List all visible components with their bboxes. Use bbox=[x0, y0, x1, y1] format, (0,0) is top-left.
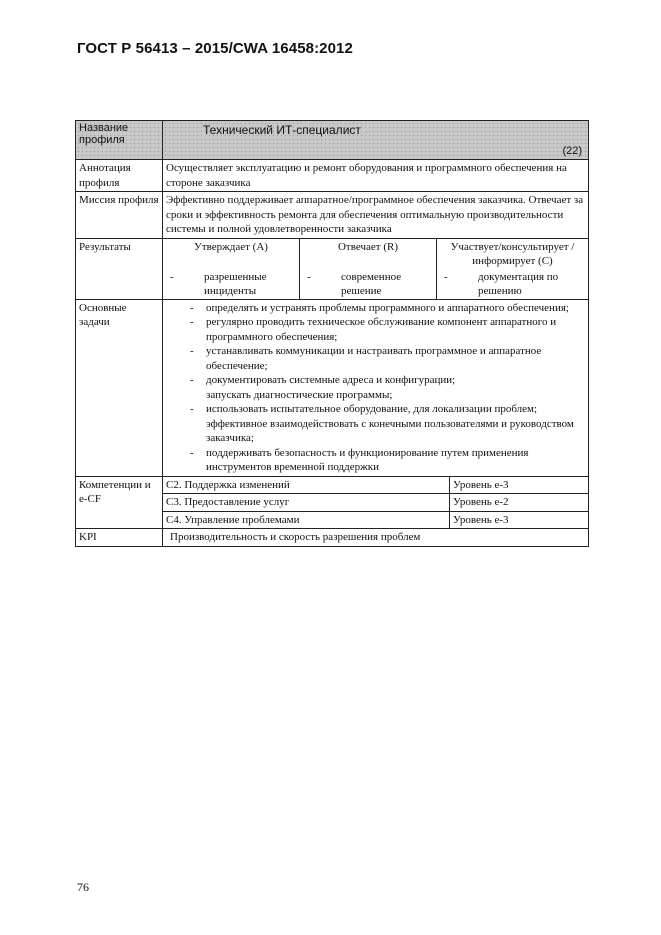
competence-row bbox=[163, 511, 588, 528]
competence-level: Уровень е-3 bbox=[450, 477, 589, 494]
kpi-text: Производительность и скорость разрешения проблем bbox=[163, 529, 589, 547]
task-item: - использовать испытательное оборудование, для локализации проблем; bbox=[166, 402, 585, 417]
results-responsible-header: Отвечает (R) bbox=[300, 239, 437, 269]
mission-row bbox=[76, 192, 589, 239]
competence-level: Уровень е-3 bbox=[450, 511, 589, 528]
results-approves-header: Утверждает (А) bbox=[194, 240, 268, 253]
competence-level: Уровень е-2 bbox=[450, 494, 589, 512]
profile-number: (22) bbox=[562, 144, 582, 157]
task-item: - поддерживать безопасность и функционирование путем применения инструментов временной поддержки bbox=[166, 446, 585, 475]
competences-label: Компетенции и e-CF bbox=[76, 476, 163, 529]
competence-name: С3. Предоставление услуг bbox=[163, 494, 450, 512]
competence-row bbox=[163, 477, 588, 494]
results-label: Результаты bbox=[76, 238, 163, 299]
page-number: 76 bbox=[77, 880, 89, 894]
competences-row bbox=[76, 476, 589, 529]
results-responsible-item: - современное решение bbox=[303, 270, 433, 298]
results-consults-header: Участвует/консультирует /информирует (С) bbox=[450, 240, 575, 267]
task-item: - документировать системные адреса и конфигурации; bbox=[166, 373, 585, 388]
competence-row bbox=[163, 494, 588, 512]
annotation-text: Осуществляет эксплуатацию и ремонт оборудования и программного обеспечения на стороне заказчика bbox=[163, 160, 589, 192]
competence-name: С2. Поддержка изменений bbox=[163, 477, 450, 494]
tasks-list bbox=[166, 301, 585, 475]
annotation-row bbox=[76, 160, 589, 192]
competences-table bbox=[163, 477, 588, 529]
kpi-label: KPI bbox=[76, 529, 163, 547]
profile-title: Технический ИТ-специалист bbox=[203, 123, 361, 137]
mission-label: Миссия профиля bbox=[76, 192, 163, 239]
profile-header-row bbox=[76, 121, 589, 160]
mission-text: Эффективно поддерживает аппаратное/программное обеспечения заказчика. Отвечает за сроки и эффективность ремонта для обеспечения оптимальную производительности системы и полной удовлетворенности заказчика bbox=[163, 192, 589, 239]
competence-name: С4. Управление проблемами bbox=[166, 513, 300, 526]
results-consults-item: - документация по решению bbox=[440, 270, 585, 298]
results-approves-item: - разрешенные инциденты bbox=[166, 270, 296, 298]
task-item: - устанавливать коммуникации и настраивать программное и аппаратное обеспечение; bbox=[166, 344, 585, 373]
tasks-label: Основные задачи bbox=[76, 299, 163, 476]
document-header: ГОСТ Р 56413 – 2015/CWA 16458:2012 bbox=[77, 40, 353, 57]
profile-name-label: Название профиля bbox=[76, 121, 163, 160]
profile-title-cell bbox=[163, 121, 589, 160]
tasks-row bbox=[76, 299, 589, 476]
results-table bbox=[163, 239, 588, 299]
task-item: - определять и устранять проблемы программного и аппаратного обеспечения; bbox=[166, 301, 585, 316]
task-item: - регулярно проводить техническое обслуживание компонент аппаратного и программного обеспечения; bbox=[166, 315, 585, 344]
results-row bbox=[76, 238, 589, 299]
task-item: запускать диагностические программы; bbox=[206, 388, 393, 401]
profile-table bbox=[75, 120, 589, 547]
annotation-label: Аннотация профиля bbox=[76, 160, 163, 192]
task-item: эффективное взаимодействовать с конечными пользователями и руководством заказчика; bbox=[206, 417, 574, 444]
kpi-row bbox=[76, 529, 589, 547]
